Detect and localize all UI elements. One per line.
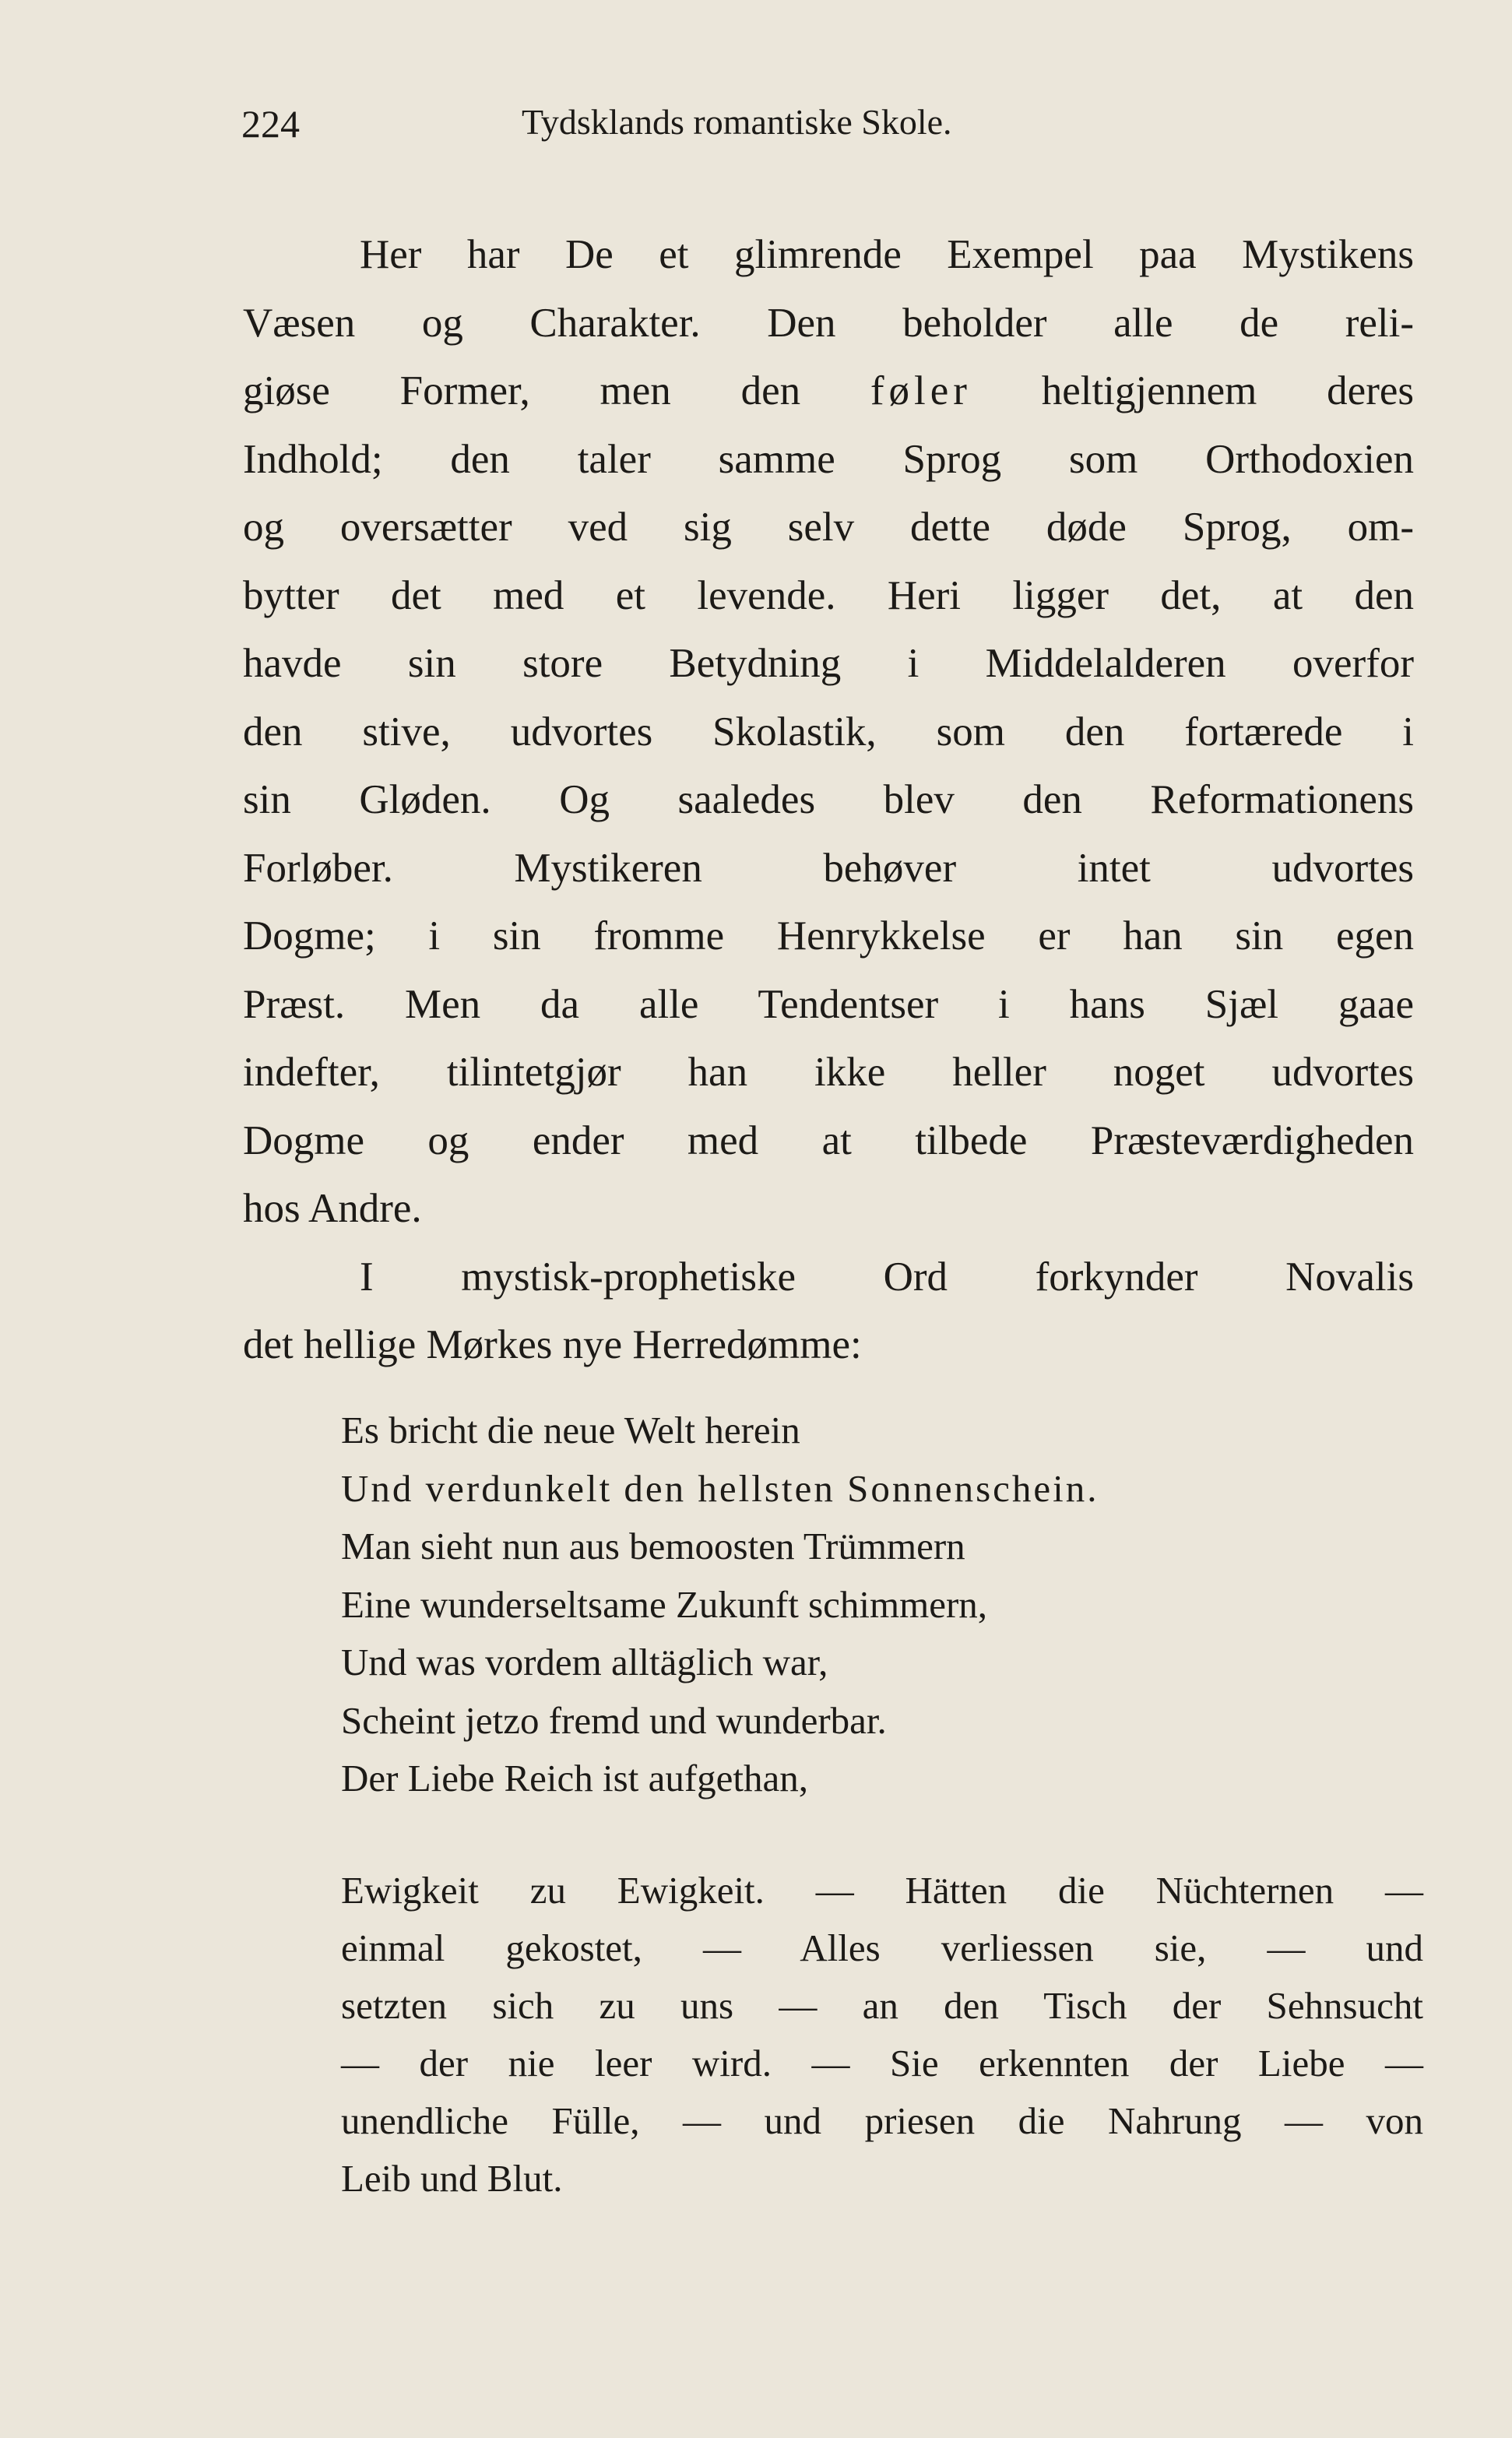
text-line: Her har De et glimrende Exempel paa Mystikens [360, 232, 1414, 277]
text-line: Væsen og Charakter. Den beholder alle de reli- [243, 300, 1414, 346]
text-line: og oversætter ved sig selv dette døde Sprog, om- [243, 505, 1414, 550]
text-line: Indhold; den taler samme Sprog som Orthodoxien [243, 436, 1414, 482]
text-line [243, 357, 1414, 426]
quote-line: einmal gekostet, — Alles verliessen sie, — und [341, 1926, 1423, 1969]
quote-line: Ewigkeit zu Ewigkeit. — Hätten die Nüchternen — [341, 1869, 1423, 1912]
text-line: Forløber. Mystikeren behøver intet udvortes [243, 845, 1414, 891]
text-segment: giøse Former, men den [243, 368, 801, 413]
text-line: Dogme; i sin fromme Henrykkelse er han sin egen [243, 913, 1414, 959]
text-line: I mystisk-prophetiske Ord forkynder Novalis [360, 1254, 1414, 1300]
page-header [241, 101, 1425, 156]
poem-verse: Und verdunkelt den hellsten Sonnenschein. [341, 1466, 1099, 1510]
page-number: 224 [241, 102, 300, 146]
quote-line: Leib und Blut. [341, 2157, 563, 2200]
quote-line: setzten sich zu uns — an den Tisch der Sehnsucht [341, 1984, 1423, 2027]
poem-verse: Man sieht nun aus bemoosten Trümmern [341, 1525, 965, 1567]
emphasized-word: føler [870, 368, 972, 413]
text-segment: heltigjennem deres [1041, 368, 1414, 413]
poem-verse: Es bricht die neue Welt herein [341, 1409, 800, 1451]
text-line: Dogme og ender med at tilbede Præsteværdigheden [243, 1117, 1414, 1163]
poem-verse: Und was vordem alltäglich war, [341, 1641, 828, 1683]
text-line: indefter, tilintetgjør han ikke heller noget udvortes [243, 1050, 1414, 1095]
poem-quotation [341, 1402, 1431, 1808]
text-line: det hellige Mørkes nye Herredømme: [243, 1322, 862, 1367]
text-line: havde sin store Betydning i Middelalderen overfor [243, 641, 1414, 686]
text-line: sin Gløden. Og saaledes blev den Reformationens [243, 777, 1414, 822]
poem-verse: Der Liebe Reich ist aufgethan, [341, 1757, 809, 1799]
quote-line: — der nie leer wird. — Sie erkennten der Liebe — [341, 2042, 1423, 2084]
running-head: Tydsklands romantiske Skole. [522, 102, 952, 142]
poem-verse: Scheint jetzo fremd und wunderbar. [341, 1698, 887, 1742]
text-line: Præst. Men da alle Tendentser i hans Sjæl gaae [243, 981, 1414, 1027]
poem-verse: Eine wunderseltsame Zukunft schimmern, [341, 1582, 988, 1626]
prose-quotation [341, 1862, 1423, 2208]
text-line: den stive, udvortes Skolastik, som den fortærede i [243, 709, 1414, 755]
text-line: hos Andre. [243, 1186, 422, 1231]
text-line: bytter det med et levende. Heri ligger det, at den [243, 572, 1414, 618]
main-text [243, 221, 1414, 1380]
quote-line: unendliche Fülle, — und priesen die Nahrung — von [341, 2099, 1423, 2142]
